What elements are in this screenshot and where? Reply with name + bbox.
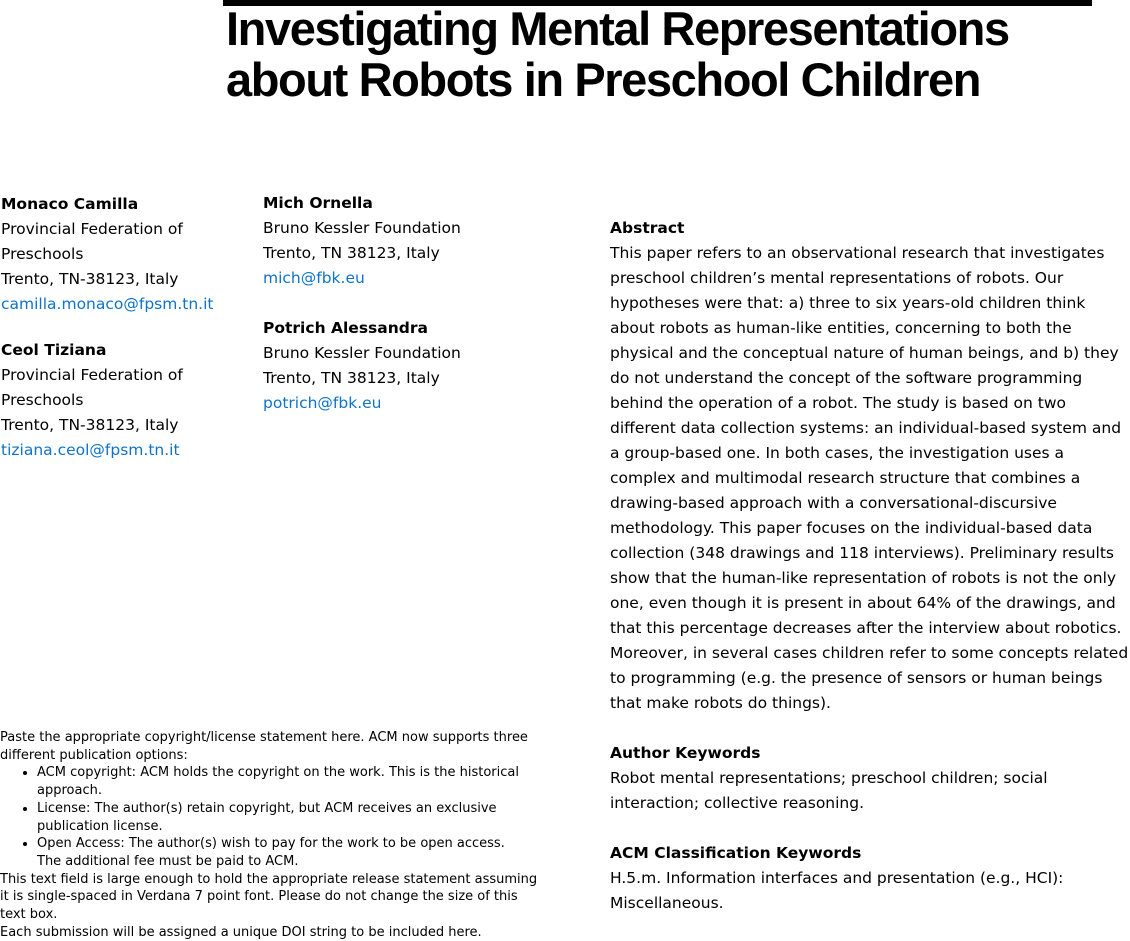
copyright-doi-note: Each submission will be assigned a unique DOI string to be included here. (0, 924, 482, 940)
author-block-ceol (1, 338, 183, 463)
abstract-heading: Abstract (610, 219, 685, 237)
author-name: Mich Ornella (263, 194, 373, 212)
author-name: Potrich Alessandra (263, 319, 428, 337)
author-keywords-text: Robot mental representations; preschool children; social interaction; collective reasoning. (610, 769, 1048, 812)
author-affiliation-line: Provincial Federation of (1, 366, 183, 384)
paper-title: Investigating Mental Representations about Robots in Preschool Children (226, 2, 1009, 106)
author-keywords-heading: Author Keywords (610, 744, 761, 762)
author-email-link[interactable]: mich@fbk.eu (263, 269, 365, 287)
author-affiliation-line: Bruno Kessler Foundation (263, 219, 461, 237)
right-column (610, 216, 1130, 941)
author-email-link[interactable]: tiziana.ceol@fpsm.tn.it (1, 441, 180, 459)
author-affiliation-line: Provincial Federation of (1, 220, 183, 238)
author-keywords-section (610, 741, 1130, 816)
copyright-option-item: • License: The author(s) retain copyright, but ACM receives an exclusive publication license. (37, 800, 527, 835)
author-block-monaco (1, 192, 213, 317)
author-affiliation-line: Preschools (1, 245, 84, 263)
acm-keywords-heading: ACM Classification Keywords (610, 844, 862, 862)
copyright-box (0, 729, 560, 941)
author-name: Ceol Tiziana (1, 341, 107, 359)
acm-keywords-section (610, 841, 1130, 916)
author-affiliation-line: Trento, TN-38123, Italy (1, 416, 179, 434)
abstract-section (610, 216, 1130, 716)
copyright-option-item: • ACM copyright: ACM holds the copyright on the work. This is the historical approach. (37, 764, 527, 799)
author-affiliation-line: Preschools (1, 391, 84, 409)
copyright-note: This text field is large enough to hold the appropriate release statement assuming it is single-spaced in Verdana 7 point font. Please do not change the size of this text box. (0, 871, 538, 923)
author-affiliation-line: Bruno Kessler Foundation (263, 344, 461, 362)
copyright-options-list (0, 764, 560, 870)
author-block-mich (263, 191, 461, 291)
copyright-option-item: • Open Access: The author(s) wish to pay for the work to be open access. The additional fee must be paid to ACM. (37, 835, 527, 870)
abstract-text: This paper refers to an observational research that investigates preschool children’s mental representations of robots. Our hypotheses were that: a) three to six years-old children think about robots as human-like entities, concerning to both the physical and the conceptual nature of human beings, and b) they do not understand the concept of the software programming behind the operation of a robot. The study is based on two different data collection systems: an individual-based system and a group-based one. In both cases, the investigation uses a complex and multimodal research structure that combines a drawing-based approach with a conversational-discursive methodology. This paper focuses on the individual-based data collection (348 drawings and 118 interviews). Preliminary results show that the human-like representation of robots is not the only one, even though it is present in about 64% of the drawings, and that this percentage decreases after the interview about robotics. Moreover, in several cases children refer to some concepts related to programming (e.g. the presence of sensors or human beings that make robots do things). (610, 244, 1129, 712)
author-block-potrich (263, 316, 461, 416)
author-affiliation-line: Trento, TN-38123, Italy (1, 270, 179, 288)
author-affiliation-line: Trento, TN 38123, Italy (263, 244, 440, 262)
copyright-intro: Paste the appropriate copyright/license statement here. ACM now supports three different publication options: (0, 730, 528, 763)
acm-keywords-text: H.5.m. Information interfaces and presentation (e.g., HCI): Miscellaneous. (610, 869, 1064, 912)
author-email-link[interactable]: camilla.monaco@fpsm.tn.it (1, 295, 214, 313)
author-email-link[interactable]: potrich@fbk.eu (263, 394, 382, 412)
author-name: Monaco Camilla (1, 195, 139, 213)
author-affiliation-line: Trento, TN 38123, Italy (263, 369, 440, 387)
